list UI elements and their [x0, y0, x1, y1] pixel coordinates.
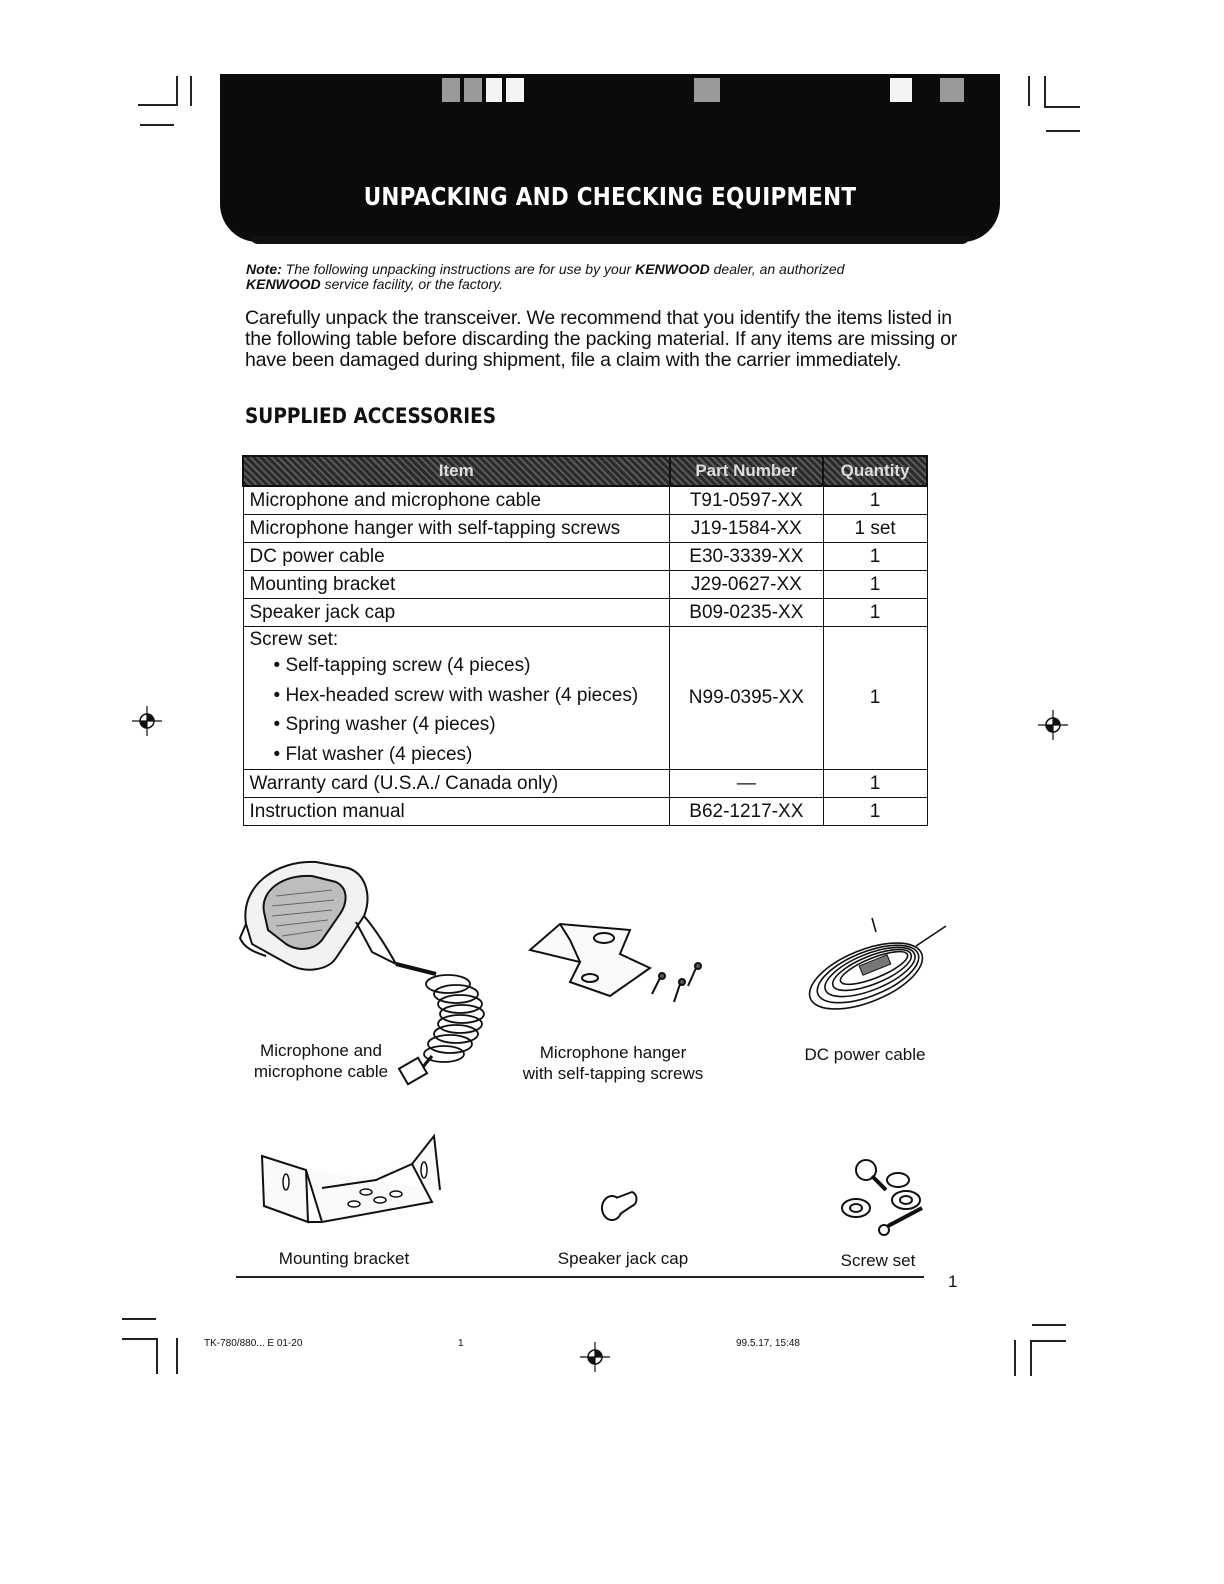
screw-set-illustration — [832, 1150, 932, 1240]
item-cell: Instruction manual — [243, 798, 670, 826]
table-row-screw-set — [243, 627, 927, 770]
note-label: Note: — [246, 261, 282, 277]
caption-microphone — [236, 1040, 406, 1082]
quantity-cell: 1 — [823, 543, 927, 571]
header-part-number: Part Number — [670, 456, 824, 486]
page-number: 1 — [948, 1272, 958, 1291]
page-title: UNPACKING AND CHECKING EQUIPMENT — [363, 182, 857, 211]
part-number-cell: — — [670, 770, 824, 798]
part-number-cell: N99-0395-XX — [670, 627, 824, 770]
quantity-cell: 1 — [823, 770, 927, 798]
header-banner — [220, 74, 1000, 242]
caption-hanger — [508, 1042, 718, 1084]
bottom-rule — [236, 1276, 924, 1278]
caption-line: with self-tapping screws — [522, 1064, 704, 1083]
item-cell: Warranty card (U.S.A./ Canada only) — [243, 770, 670, 798]
item-cell: Microphone hanger with self-tapping screws — [243, 515, 670, 543]
note-text-3: service facility, or the factory. — [324, 276, 503, 292]
item-cell: Mounting bracket — [243, 571, 670, 599]
part-number-cell: B09-0235-XX — [670, 599, 824, 627]
screw-set-subitem: • Self-tapping screw (4 pieces) — [250, 651, 664, 681]
quantity-cell: 1 — [823, 627, 927, 770]
screw-set-subitem: • Spring washer (4 pieces) — [250, 710, 664, 740]
caption-jack-cap: Speaker jack cap — [557, 1249, 689, 1268]
dealer-note — [246, 262, 946, 292]
footer-page: 1 — [458, 1338, 464, 1349]
quantity-cell: 1 — [823, 486, 927, 515]
header-quantity: Quantity — [823, 456, 927, 486]
jack-cap-illustration — [598, 1186, 642, 1226]
note-text-2: dealer, an authorized — [713, 261, 845, 277]
registration-mark-bottom — [580, 1342, 610, 1372]
table-row — [243, 543, 927, 571]
part-number-cell: E30-3339-XX — [670, 543, 824, 571]
table-header-row — [243, 456, 927, 486]
section-heading: SUPPLIED ACCESSORIES — [245, 404, 497, 428]
caption-bracket: Mounting bracket — [278, 1249, 410, 1268]
table-row — [243, 798, 927, 826]
table-row — [243, 770, 927, 798]
caption-screw-set: Screw set — [840, 1251, 916, 1270]
screw-set-label: Screw set: — [249, 629, 339, 650]
part-number-cell: B62-1217-XX — [670, 798, 824, 826]
item-cell: Speaker jack cap — [243, 599, 670, 627]
dc-cable-illustration — [796, 906, 956, 1016]
note-text-1: The following unpacking instructions are for use by your — [285, 261, 632, 277]
hanger-illustration — [520, 910, 720, 1010]
part-number-cell: J19-1584-XX — [670, 515, 824, 543]
footer-doc-code: TK-780/880... E 01-20 — [204, 1338, 303, 1349]
caption-dc-cable: DC power cable — [804, 1045, 926, 1064]
quantity-cell: 1 — [823, 798, 927, 826]
caption-line: Microphone hanger — [539, 1043, 687, 1062]
bracket-illustration — [256, 1130, 446, 1240]
caption-line: microphone cable — [253, 1062, 389, 1081]
screw-set-subitem: • Flat washer (4 pieces) — [250, 740, 664, 770]
item-cell — [243, 627, 670, 770]
registration-mark-left — [132, 706, 162, 736]
quantity-cell: 1 set — [823, 515, 927, 543]
registration-mark-right — [1038, 710, 1068, 740]
accessories-table — [242, 455, 928, 826]
banner-underline — [250, 236, 970, 244]
item-cell: DC power cable — [243, 543, 670, 571]
footer-timestamp: 99.5.17, 15:48 — [736, 1338, 800, 1349]
note-brand-1: KENWOOD — [635, 261, 710, 277]
header-item: Item — [243, 456, 670, 486]
table-row — [243, 571, 927, 599]
intro-paragraph: Carefully unpack the transceiver. We recommend that you identify the items listed in the following table before discarding the packing material. If any items are missing or have been damaged during shipment, file a claim with the carrier immediately. — [245, 307, 958, 371]
quantity-cell: 1 — [823, 571, 927, 599]
table-row — [243, 486, 927, 515]
caption-line: Microphone and — [260, 1041, 382, 1060]
note-brand-2: KENWOOD — [246, 276, 321, 292]
table-row — [243, 599, 927, 627]
item-cell: Microphone and microphone cable — [243, 486, 670, 515]
part-number-cell: J29-0627-XX — [670, 571, 824, 599]
table-row — [243, 515, 927, 543]
color-bar — [220, 74, 1000, 104]
screw-set-subitem: • Hex-headed screw with washer (4 pieces) — [250, 681, 664, 711]
quantity-cell: 1 — [823, 599, 927, 627]
part-number-cell: T91-0597-XX — [670, 486, 824, 515]
